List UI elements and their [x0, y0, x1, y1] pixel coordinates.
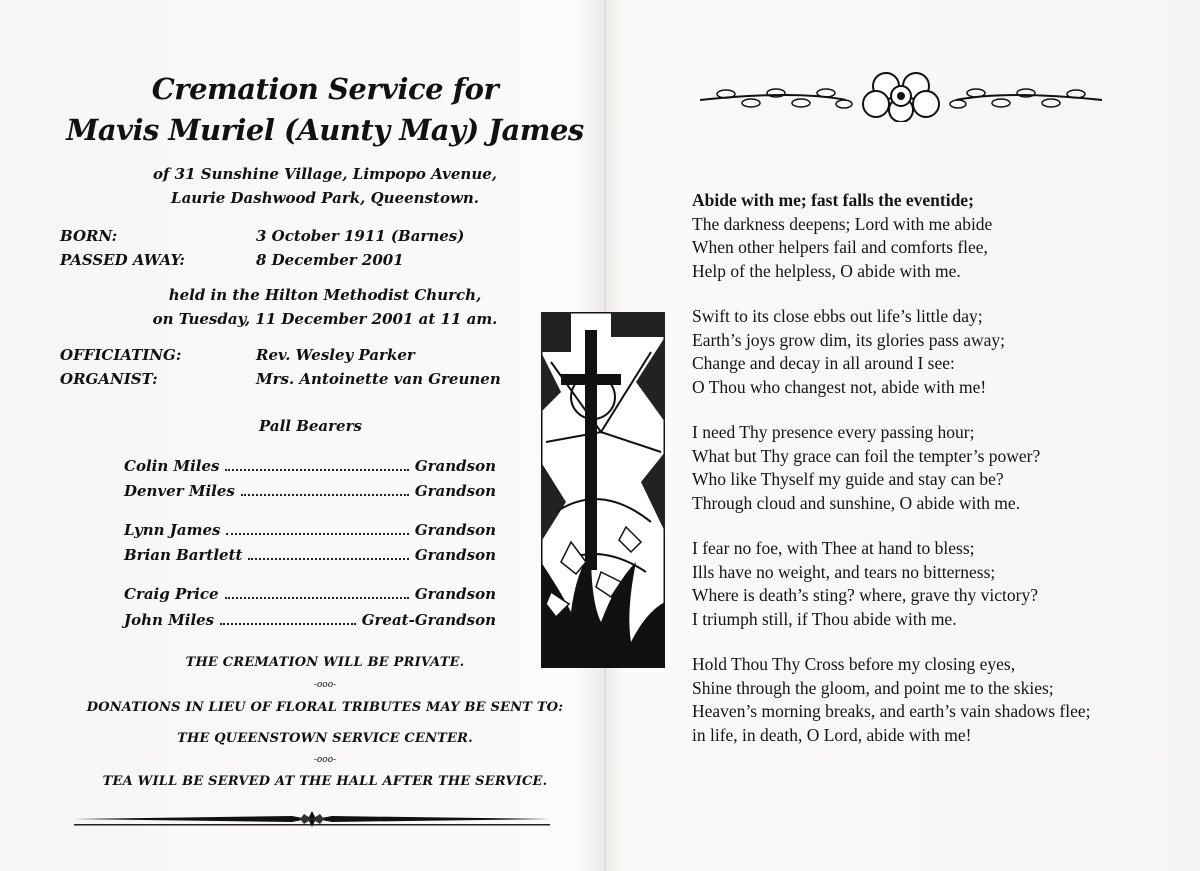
leader-dots	[241, 494, 409, 496]
pall-bearers-heading: Pall Bearers	[259, 417, 362, 435]
pall-bearer-relation: Grandson	[414, 457, 496, 475]
pall-bearer-relation: Grandson	[414, 585, 496, 603]
tea-note: TEA WILL BE SERVED AT THE HALL AFTER THE SERVICE.	[102, 774, 548, 789]
poem-line: I need Thy presence every passing hour;	[692, 422, 975, 442]
poem-line: Ills have no weight, and tears no bitterness;	[692, 561, 996, 582]
pall-bearer-row	[124, 585, 496, 603]
pall-bearer-relation: Grandson	[414, 482, 496, 500]
service-center-note: THE QUEENSTOWN SERVICE CENTER.	[177, 731, 473, 746]
service-title-line2: Mavis Muriel (Aunty May) James	[66, 113, 584, 147]
organist-value: Mrs. Antoinette van Greunen	[256, 370, 501, 388]
pall-bearer-row	[124, 546, 496, 564]
passed-away-value: 8 December 2001	[256, 251, 404, 269]
held-line1: held in the Hilton Methodist Church,	[168, 286, 482, 304]
address-line2: Laurie Dashwood Park, Queenstown.	[171, 189, 479, 207]
poem-line: Swift to its close ebbs out life’s little day;	[692, 306, 983, 326]
pall-bearer-name: Craig Price	[124, 585, 219, 603]
poem-line: I fear no foe, with Thee at hand to bless;	[692, 538, 975, 558]
poem-line: Change and decay in all around I see:	[692, 353, 955, 373]
poem-line: Shine through the gloom, and point me to the skies;	[692, 677, 1054, 698]
pall-bearer-name: John Miles	[124, 611, 215, 629]
leader-dots	[225, 597, 409, 599]
pall-bearer-row	[124, 521, 496, 539]
pall-bearer-row	[124, 611, 496, 629]
born-value: 3 October 1911 (Barnes)	[256, 227, 465, 245]
poem-stanza	[692, 537, 1091, 631]
separator-2: -ooo-	[313, 755, 337, 765]
poem-line: Heaven’s morning breaks, and earth’s vain shadows flee;	[692, 701, 1091, 721]
poem-line: Hold Thou Thy Cross before my closing eyes,	[692, 654, 1016, 674]
poem-line: The darkness deepens; Lord with me abide	[692, 213, 993, 234]
poem-line: Where is death’s sting? where, grave thy victory?	[692, 585, 1038, 605]
pall-bearer-name: Colin Miles	[124, 457, 220, 475]
pall-bearer-name: Brian Bartlett	[124, 546, 243, 564]
pall-bearer-row	[124, 457, 496, 475]
separator-1: -ooo-	[313, 680, 337, 690]
pall-bearer-relation: Grandson	[414, 521, 496, 539]
flower-ornament-icon	[696, 70, 1106, 122]
passed-away-label: PASSED AWAY:	[60, 251, 185, 269]
service-title-line1: Cremation Service for	[151, 72, 499, 106]
poem-line: in life, in death, O Lord, abide with me!	[692, 724, 972, 745]
poem-stanza	[692, 305, 1091, 399]
born-label: BORN:	[60, 227, 118, 245]
poem-line: O Thou who changest not, abide with me!	[692, 376, 987, 397]
leader-dots	[220, 623, 356, 625]
poem-line: Who like Thyself my guide and stay can be?	[692, 469, 1004, 489]
pall-bearer-relation: Grandson	[414, 546, 496, 564]
officiating-label: OFFICIATING:	[60, 346, 182, 364]
leader-dots	[226, 533, 408, 535]
hymn-abide-with-me	[692, 189, 1091, 769]
poem-line: I triumph still, if Thou abide with me.	[692, 608, 957, 629]
address-line1: of 31 Sunshine Village, Limpopo Avenue,	[153, 165, 497, 183]
poem-line: When other helpers fail and comforts flee,	[692, 237, 988, 257]
pall-bearer-row	[124, 482, 496, 500]
poem-line: Through cloud and sunshine, O abide with me.	[692, 492, 1021, 513]
pall-bearer-name: Denver Miles	[124, 482, 235, 500]
pall-bearer-relation: Great-Grandson	[361, 611, 496, 629]
cremation-private-note: THE CREMATION WILL BE PRIVATE.	[185, 655, 465, 670]
poem-stanza	[692, 421, 1091, 515]
poem-line: Earth’s joys grow dim, its glories pass away;	[692, 329, 1006, 350]
donations-note: DONATIONS IN LIEU OF FLORAL TRIBUTES MAY BE SENT TO:	[86, 700, 564, 715]
poem-stanza	[692, 189, 1091, 283]
officiating-value: Rev. Wesley Parker	[256, 346, 415, 364]
pall-bearer-name: Lynn James	[124, 521, 221, 539]
stained-glass-cross-icon	[541, 312, 665, 668]
poem-line: Help of the helpless, O abide with me.	[692, 260, 961, 281]
held-line2: on Tuesday, 11 December 2001 at 11 am.	[152, 310, 498, 328]
poem-stanza	[692, 653, 1091, 747]
poem-line: Abide with me; fast falls the eventide;	[692, 190, 974, 210]
leader-dots	[225, 469, 408, 471]
organist-label: ORGANIST:	[60, 370, 158, 388]
ornamental-rule-icon	[72, 808, 552, 830]
poem-line: What but Thy grace can foil the tempter’s power?	[692, 445, 1041, 466]
leader-dots	[248, 558, 408, 560]
